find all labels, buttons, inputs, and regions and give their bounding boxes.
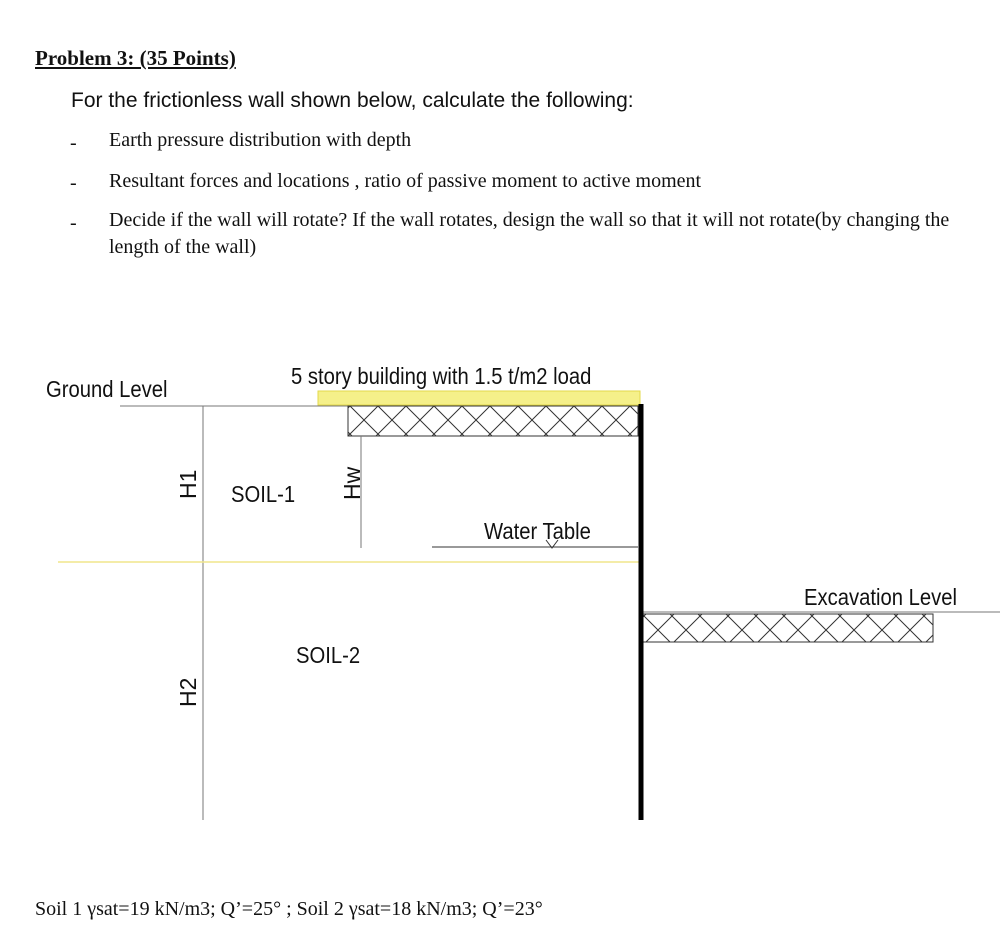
ground-level-label: Ground Level <box>46 376 168 402</box>
bullet-item: Resultant forces and locations , ratio of passive moment to active moment <box>109 170 702 192</box>
hw-label: Hw <box>339 466 365 500</box>
bullet-item: Decide if the wall will rotate? If the wall rotates, design the wall so that it will not rotate(by changing the length of the wall) <box>109 209 950 258</box>
building-foundation-hatch <box>348 406 638 436</box>
soil2-label: SOIL-2 <box>296 642 361 668</box>
bullet-dash: - <box>70 132 77 154</box>
excavation-hatch <box>643 614 933 642</box>
bullet-item: Earth pressure distribution with depth <box>109 129 412 151</box>
soil1-label: SOIL-1 <box>231 481 296 507</box>
soil-properties: Soil 1 γsat=19 kN/m3; Q’=25° ; Soil 2 γsat=18 kN/m3; Q’=23° <box>35 898 543 920</box>
building-load-label: 5 story building with 1.5 t/m2 load <box>291 363 592 389</box>
bullet-dash: - <box>70 172 77 194</box>
h2-label: H2 <box>175 677 201 707</box>
problem-intro: For the frictionless wall shown below, calculate the following: <box>71 89 634 112</box>
water-table-label: Water Table <box>484 518 591 544</box>
h1-label: H1 <box>175 469 201 499</box>
problem-title: Problem 3: (35 Points) <box>35 46 236 70</box>
building-load-band <box>318 391 640 405</box>
bullet-dash: - <box>70 212 77 234</box>
excavation-level-label: Excavation Level <box>804 584 958 610</box>
